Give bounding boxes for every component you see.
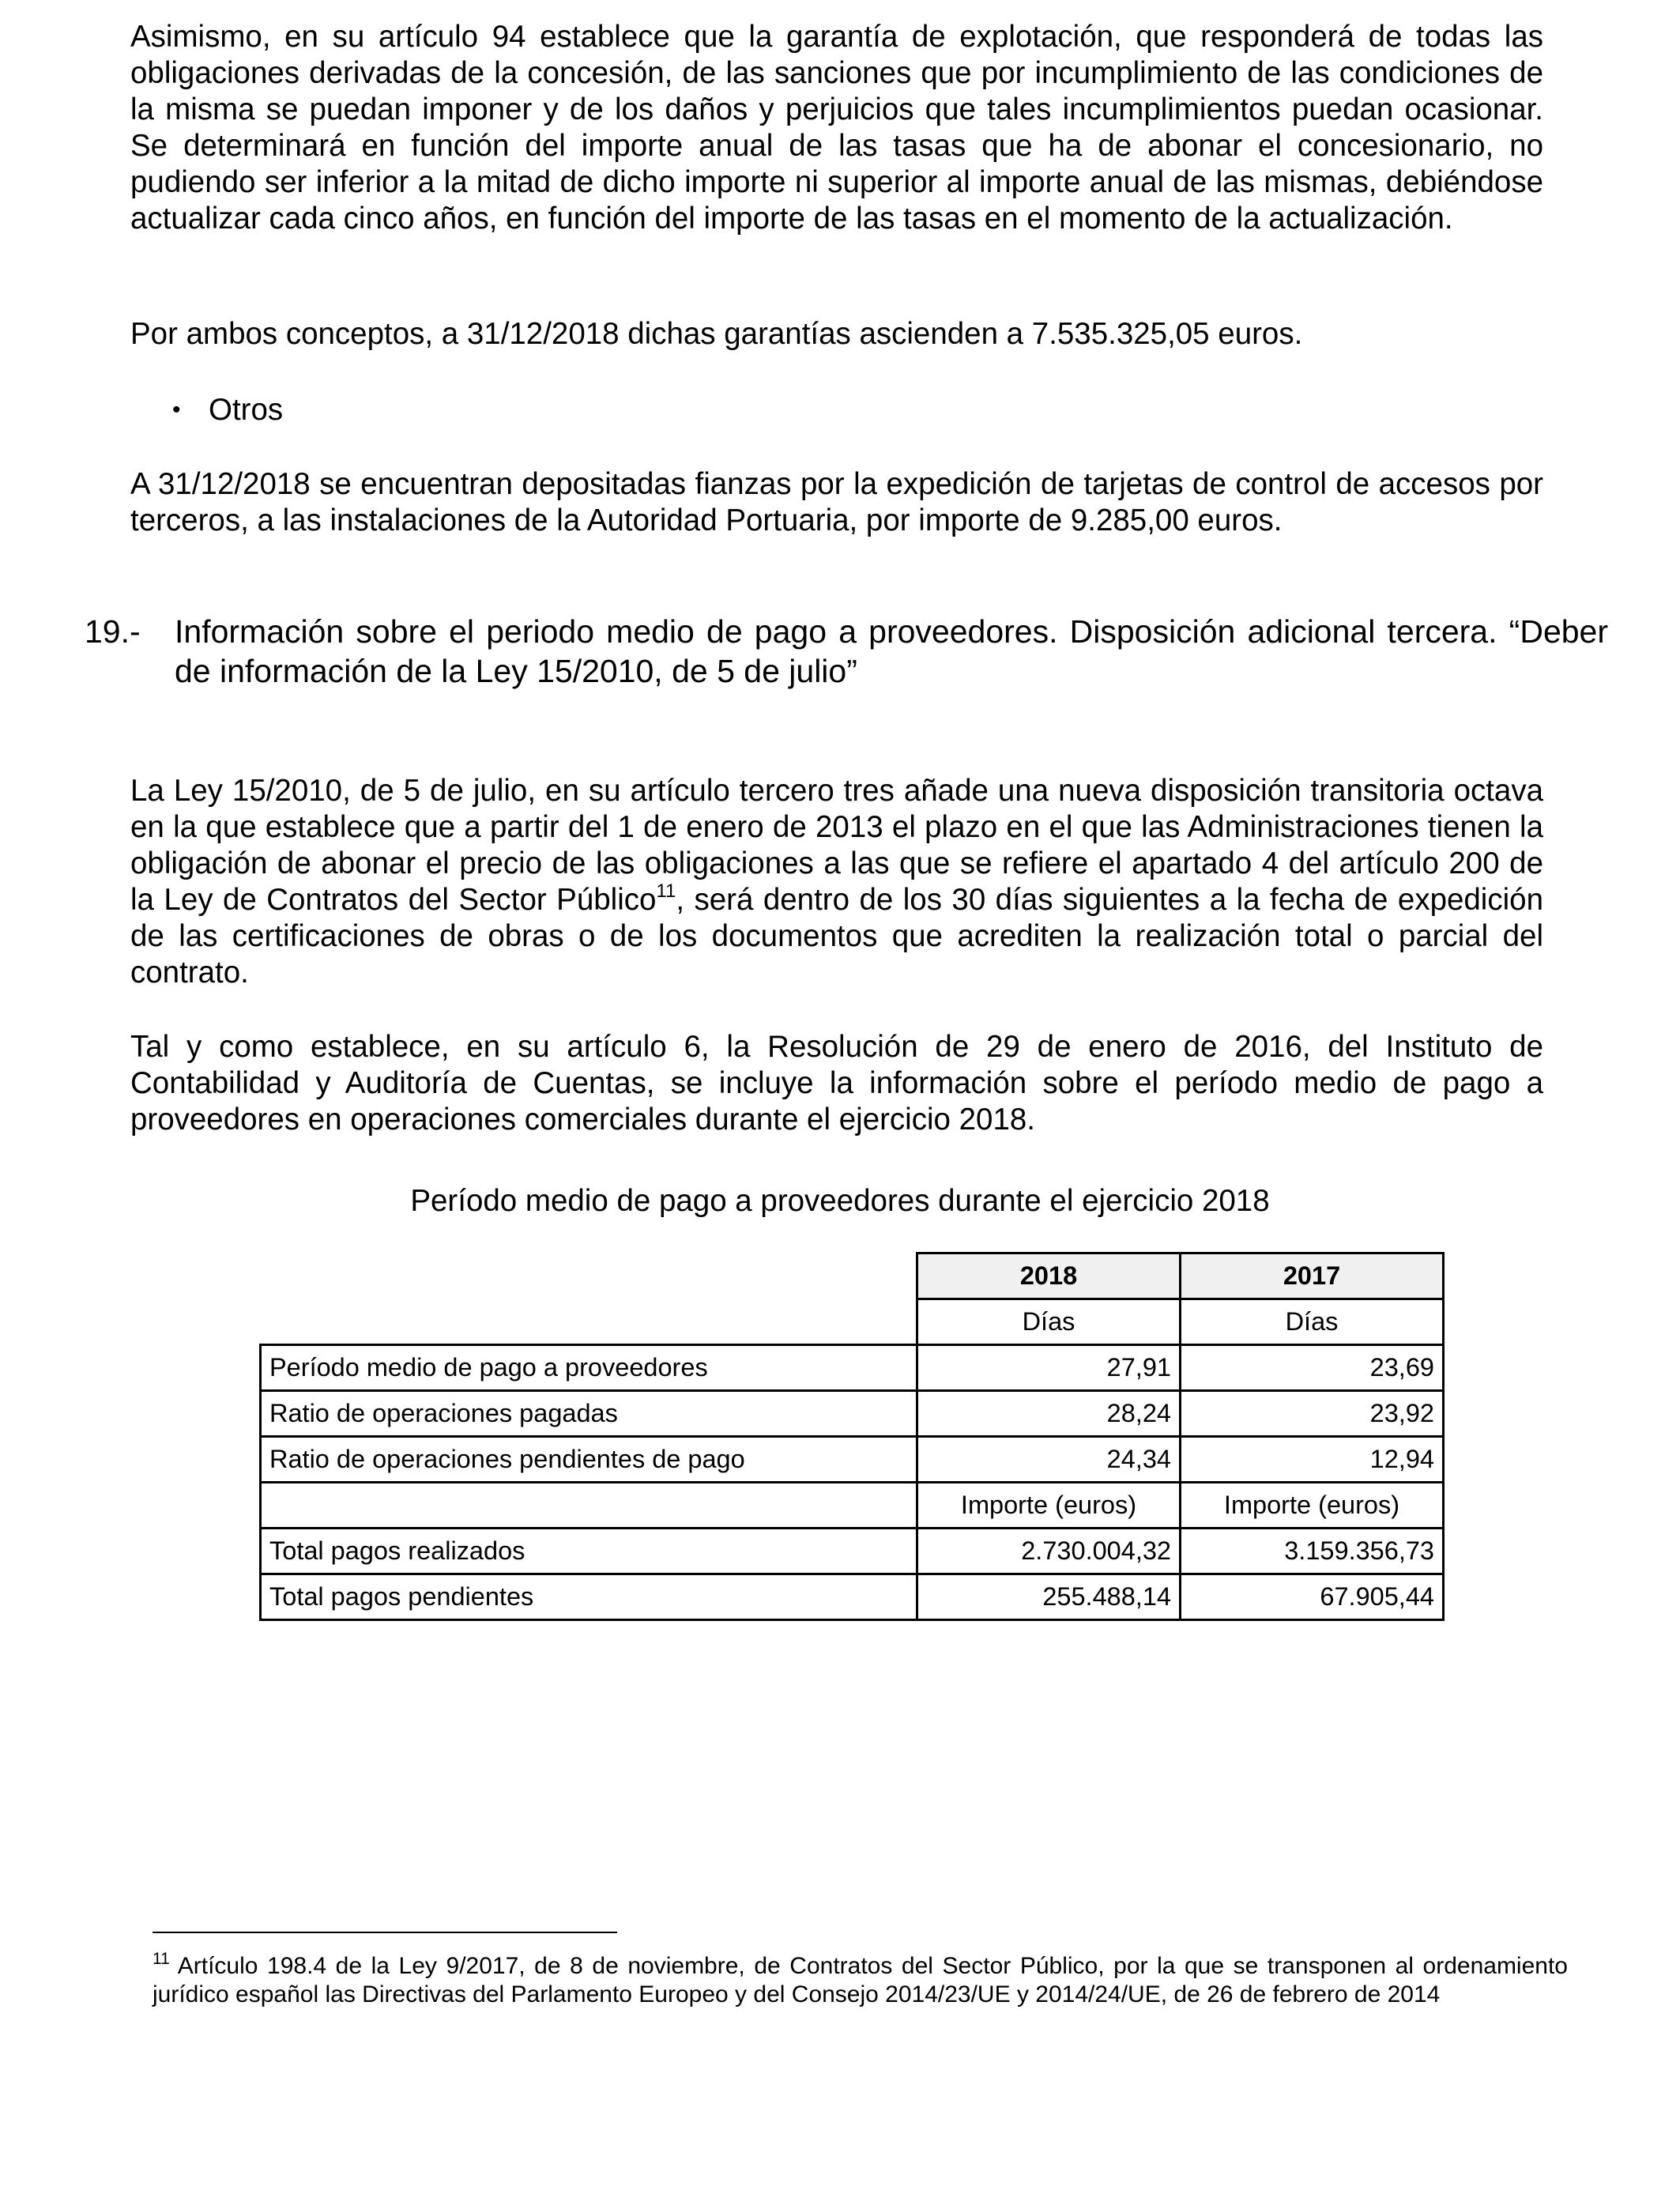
- footnote-reference: 11: [656, 880, 676, 902]
- paragraph-resolucion-icac: Tal y como establece, en su artículo 6, la Resolución de 29 de enero de 2016, del Instituto de Contabilidad y Auditoría de Cuentas, se incluye la información sobre el período medio de pago a proveedores en operaciones comerciales durante el ejercicio 2018.: [130, 1030, 1543, 1137]
- cell-2017: 23,69: [1181, 1345, 1444, 1391]
- cell-2018: 24,34: [917, 1437, 1181, 1483]
- unit-label-2017: Días: [1181, 1299, 1444, 1345]
- table-row: [261, 1437, 1444, 1483]
- footnote: [153, 1952, 1568, 2009]
- row-label: Período medio de pago a proveedores: [261, 1345, 917, 1391]
- unit-label-2018: Días: [917, 1299, 1181, 1345]
- cell-2018: 27,91: [917, 1345, 1181, 1391]
- table-amount-unit-row: [261, 1483, 1444, 1529]
- amount-unit-2018: Importe (euros): [917, 1483, 1181, 1529]
- amount-unit-2017: Importe (euros): [1181, 1483, 1444, 1529]
- row-label: Total pagos pendientes: [261, 1574, 917, 1620]
- bullet-label: Otros: [209, 393, 284, 427]
- cell-2017: 12,94: [1181, 1437, 1444, 1483]
- cell-2017: 3.159.356,73: [1181, 1529, 1444, 1574]
- table-row: [261, 1574, 1444, 1620]
- column-header-2017: 2017: [1181, 1253, 1444, 1299]
- row-label: Ratio de operaciones pagadas: [261, 1391, 917, 1437]
- cell-2018: 28,24: [917, 1391, 1181, 1437]
- table-row: [261, 1529, 1444, 1574]
- payment-period-table: [259, 1252, 1445, 1621]
- column-header-2018: 2018: [917, 1253, 1181, 1299]
- row-label: Ratio de operaciones pendientes de pago: [261, 1437, 917, 1483]
- table-row: [261, 1391, 1444, 1437]
- cell-2017: 67.905,44: [1181, 1574, 1444, 1620]
- cell-2018: 255.488,14: [917, 1574, 1181, 1620]
- footnote-number: 11: [153, 1950, 170, 1968]
- cell-2018: 2.730.004,32: [917, 1529, 1181, 1574]
- paragraph-total-garantias: Por ambos conceptos, a 31/12/2018 dichas garantías ascienden a 7.535.325,05 euros.: [130, 317, 1303, 351]
- section-heading: Información sobre el periodo medio de pago a proveedores. Disposición adicional tercera. “Deber de información de la Ley 15/2010, de 5 de julio”: [175, 613, 1608, 689]
- table-header-row: [261, 1253, 1444, 1299]
- paragraph-garantia-explotacion: Asimismo, en su artículo 94 establece que la garantía de explotación, que responderá de todas las obligaciones derivadas de la concesión, de las sanciones que por incumplimiento de las condiciones de la misma se puedan imponer y de los daños y perjuicios que tales incumplimientos puedan ocasionar. Se determinará en función del importe anual de las tasas que ha de abonar el concesionario, no pudiendo ser inferior a la mitad de dicho importe ni superior al importe anual de las mismas, debiéndose actualizar cada cinco años, en función del importe de las tasas en el momento de la actualización.: [130, 20, 1543, 236]
- cell-2017: 23,92: [1181, 1391, 1444, 1437]
- paragraph-ley-15-2010: [130, 773, 1543, 991]
- paragraph-ley-text-after: , será dentro de los 30 días siguientes a la fecha de expedición de las certificaciones de obras o de los documentos que acrediten la realización total o parcial del contrato.: [130, 883, 1543, 990]
- bullet-icon: •: [172, 397, 181, 423]
- paragraph-ley-text-before: La Ley 15/2010, de 5 de julio, en su artículo tercero tres añade una nueva disposición transitoria octava en la que establece que a partir del 1 de enero de 2013 el plazo en el que las Administraciones tienen la obligación de abonar el precio de las obligaciones a las que se refiere el apartado 4 del artículo 200 de la Ley de Contratos del Sector Público: [130, 774, 1543, 917]
- footnote-text: Artículo 198.4 de la Ley 9/2017, de 8 de noviembre, de Contratos del Sector Público, por la que se transponen al ordenamiento jurídico español las Directivas del Parlamento Europeo y del Consejo 2014/23/UE y 2014/24/UE, de 26 de febrero de 2014: [153, 1953, 1568, 2007]
- bullet-item-otros: [172, 392, 283, 428]
- table-row: [261, 1345, 1444, 1391]
- section-number: 19.-: [85, 613, 141, 650]
- row-label: Total pagos realizados: [261, 1529, 917, 1574]
- paragraph-fianzas: A 31/12/2018 se encuentran depositadas fianzas por la expedición de tarjetas de control de accesos por terceros, a las instalaciones de la Autoridad Portuaria, por importe de 9.285,00 euros.: [130, 467, 1543, 537]
- table-unit-row: [261, 1299, 1444, 1345]
- footnote-separator: [153, 1932, 617, 1933]
- table-title: Período medio de pago a proveedores durante el ejercicio 2018: [410, 1184, 1270, 1218]
